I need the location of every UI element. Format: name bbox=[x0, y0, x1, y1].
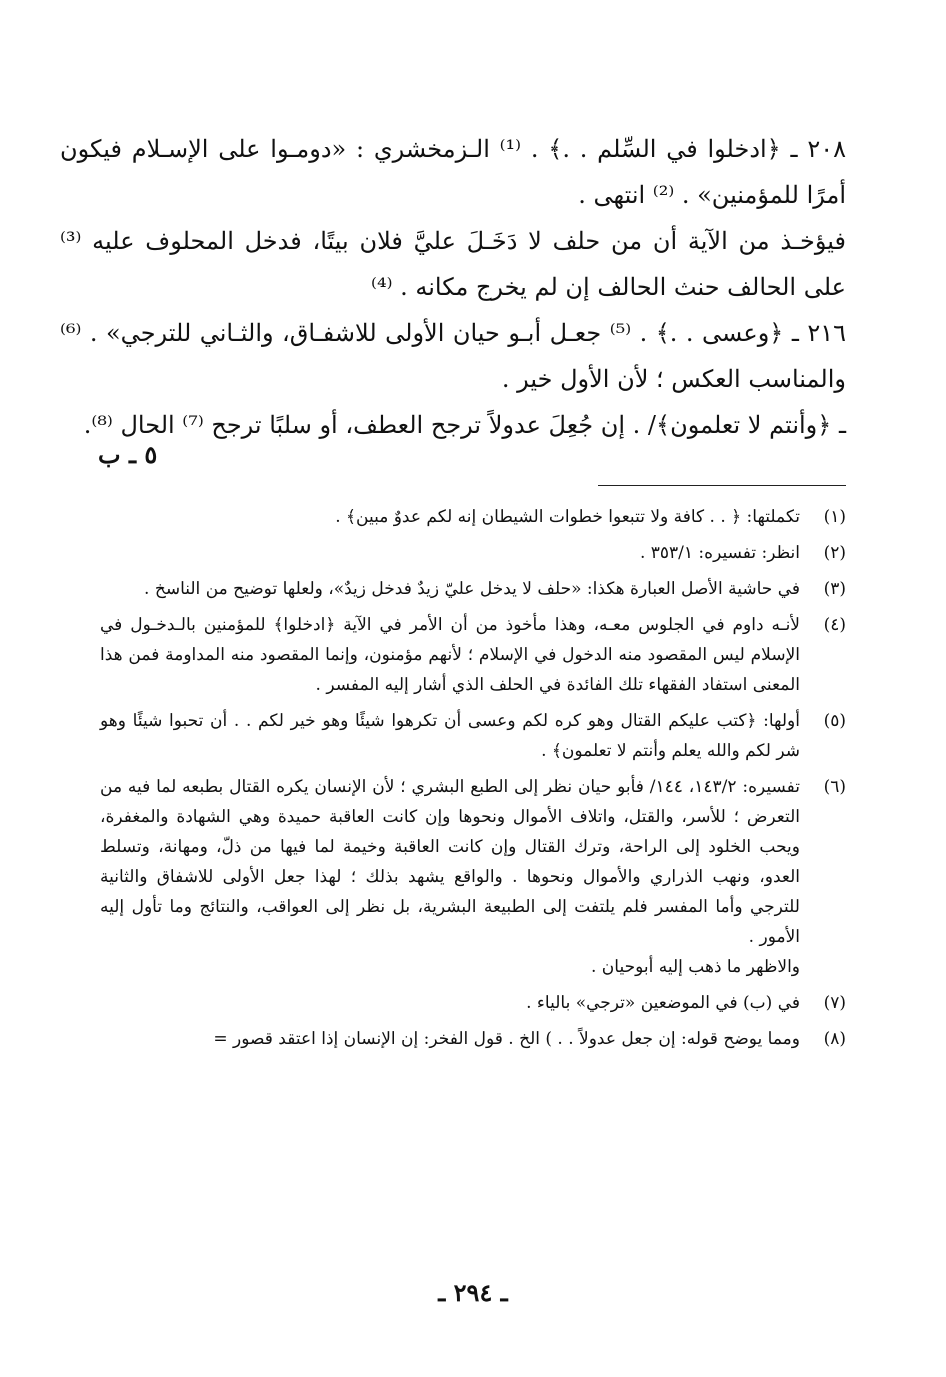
main-text bbox=[60, 126, 846, 448]
footnote-separator bbox=[598, 485, 846, 486]
footnote-line: في حاشية الأصل العبارة هكذا: «حلف لا يدخل عليّ زيدٌ فدخل زيدٌ»، ولعلها توضيح من الناسخ . bbox=[144, 579, 800, 599]
footnote bbox=[100, 772, 846, 982]
footnote bbox=[100, 706, 846, 766]
footnote-text bbox=[100, 706, 800, 766]
footnote-number: (٧) bbox=[823, 993, 846, 1013]
footnote-number: (٢) bbox=[823, 543, 846, 563]
footnote-text bbox=[100, 574, 800, 604]
footnote-number: (٥) bbox=[823, 711, 846, 731]
footnote-line: تكملتها: ﴿ . . كافة ولا تتبعوا خطوات الشيطان إنه لكم عدوٌ مبين﴾ . bbox=[335, 507, 800, 527]
footnote-text bbox=[100, 538, 800, 568]
paragraph-oath-ruling: فيؤخـذ من الآية أن من حلف لا دَخَـلَ عليَّ فلان بيتًا، فدخل المحلوف عليه ⁽³⁾ على الحالف حنث الحالف إن لم يخرج مكانه . ⁽⁴⁾ bbox=[60, 227, 846, 301]
footnote bbox=[100, 610, 846, 700]
footnote-number: (١) bbox=[823, 507, 846, 527]
footnote bbox=[100, 502, 846, 532]
footnote bbox=[100, 574, 846, 604]
footnote bbox=[100, 988, 846, 1018]
footnote-text bbox=[100, 772, 800, 982]
footnote-number: (٦) bbox=[823, 777, 846, 797]
footnote-line: أولها: ﴿كتب عليكم القتال وهو كره لكم وعسى أن تكرهوا شيئًا وهو خير لكم . . أن تحبوا شيئًا وهو شر لكم والله يعلم وأنتم لا تعلمون﴾ . bbox=[100, 711, 800, 761]
footnote bbox=[100, 538, 846, 568]
footnote-line: انظر: تفسيره: ٣٥٣/١ . bbox=[639, 543, 800, 563]
footnote-text bbox=[100, 988, 800, 1018]
footnote-text bbox=[100, 502, 800, 532]
footnote-line: تفسيره: ١٤٣/٢، ١٤٤/ فأبو حيان نظر إلى الطبع البشري ؛ لأن الإنسان يكره القتال بطبعه لما فيه من التعرض ؛ للأسر، والقتل، واتلاف الأموال ونحوها وإن كانت العاقبة حميدة وهي الشهادة والمغفرة، ويحب الخلود إلى الراحة، وترك القتال وإن كانت العاقبة وخيمة لما فيها من ذلّ، ومهانة، وتسلط العدو، ونهب الذراري والأموال ونحوها . والواقع يشهد بذلك ؛ لهذا جعل الأولى للاشفاق والثانية للترجي وأما المفسر فلم يلتفت إلى الطبيعة البشرية، بل نظر إلى العواقب، والنتائج وما تأول إليه الأمور . bbox=[100, 777, 801, 947]
footnote-line: والاظهر ما ذهب إليه أبوحيان . bbox=[591, 957, 800, 977]
footnote-number: (٤) bbox=[823, 615, 846, 635]
paragraph-you-do-not-know: ـ ﴿وأنتم لا تعلمون﴾/ . إن جُعِلَ عدولاً ترجح العطف، أو سلبًا ترجح ⁽⁷⁾ الحال ⁽⁸⁾. bbox=[83, 411, 846, 439]
footnote-line: لأنـه داوم في الجلوس معـه، وهذا مأخوذ من أن الأمر في الآية ﴿ادخلوا﴾ للمؤمنين بالـدخـول في الإسلام ليس المقصود منه الدخول في الإسلام ؛ لأنهم مؤمنون، وإنما المقصود منه المداومة فمن هذا المعنى استفاد الفقهاء تلك الفائدة في الحلف الذي أشار إليه المفسر . bbox=[100, 615, 800, 695]
footnote-line: ومما يوضح قوله: إن جعل عدولاً . . ) الخ . قول الفخر: إن الإنسان إذا اعتقد قصور = bbox=[213, 1029, 800, 1049]
footnote-number: (٣) bbox=[823, 579, 846, 599]
paragraph-verse-208: ٢٠٨ ـ ﴿ادخلوا في السِّلم . .﴾ . ⁽¹⁾ الـزمخشري : «دومـوا على الإسـلام فيكون أمرًا للمؤمنين» . ⁽²⁾ انتهى . bbox=[60, 135, 846, 209]
footnote-text bbox=[100, 1024, 800, 1054]
page-number: ـ ٢٩٤ ـ bbox=[438, 1278, 508, 1307]
footnote-line: في (ب) في الموضعين «ترجي» بالياء . bbox=[526, 993, 800, 1013]
footnote bbox=[100, 1024, 846, 1054]
footnote-number: (٨) bbox=[823, 1029, 846, 1049]
footnote-text bbox=[100, 610, 800, 700]
footnotes bbox=[100, 502, 846, 1060]
folio-marker: ٥ ـ ب bbox=[98, 440, 158, 469]
paragraph-verse-216: ٢١٦ ـ ﴿وعسى . .﴾ . ⁽⁵⁾ جعـل أبـو حيان الأولى للاشفـاق، والثـاني للترجي» . ⁽⁶⁾ والمناسب العكس ؛ لأن الأول خير . bbox=[60, 319, 846, 393]
